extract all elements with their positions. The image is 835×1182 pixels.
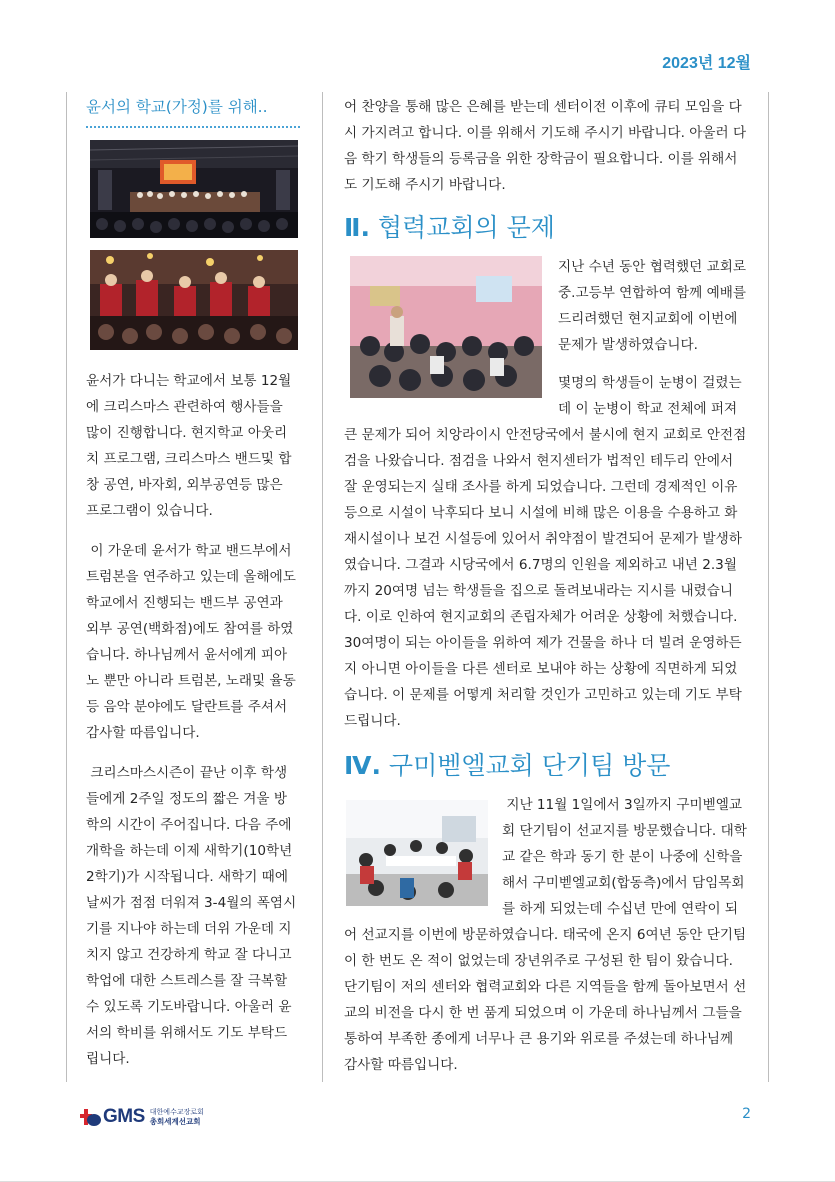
- left-margin-rule: [66, 92, 67, 1082]
- right-column: [344, 94, 750, 1078]
- right-margin-rule: [768, 92, 769, 1082]
- column-divider: [322, 92, 323, 1082]
- section-2-body: [344, 254, 750, 734]
- left-column: [86, 96, 300, 1072]
- issue-date: 2023년 12월: [662, 55, 751, 72]
- section-2-paragraph-1: 지난 수년 동안 협력했던 교회로 중.고등부 연합하여 함께 예배를 드리려했던 현지교회에 이번에 문제가 발생하였습니다.: [558, 259, 746, 353]
- org-name-line-2: 총회세계선교회: [149, 1117, 201, 1126]
- left-paragraph-2: 이 가운데 윤서가 학교 밴드부에서 트럼본을 연주하고 있는데 올해에도 학교에서 진행되는 밴드부 공연과 외부 공연(백화점)에도 참여를 하였습니다. 하나님께서 윤서에게 피아노 뿐만 아니라 트럼본, 노래및 율동등 음악 분야에도 달란트를 주셔서 감사할 따름입니다.: [86, 543, 301, 741]
- left-paragraph-3: 크리스마스시즌이 끝난 이후 학생들에게 2주일 정도의 짧은 겨울 방학의 시간이 주어집니다. 다음 주에 개학을 하는데 이제 새학기(10학년 2학기)가 시작됩니다. 새학기 때에 날씨가 점점 더워져 3-4월의 폭염시기를 지나야 하는데 더위 가운데 지치지 않고 건강하게 학교 잘 다니고 학업에 대한 스트레스를 잘 극복할 수 있도록 기도바랍니다. 아울러 윤서의 학비를 위해서도 기도 부탁드립니다.: [86, 765, 297, 1067]
- section-2-title: 협력교회의 문제: [369, 213, 555, 242]
- section-4-body: [344, 792, 750, 1078]
- section-2-heading: [344, 210, 750, 246]
- dotted-divider: [86, 126, 300, 128]
- band-performance-photo: [90, 250, 298, 350]
- concert-stage-photo: [90, 140, 298, 238]
- left-section-title: 윤서의 학교(가정)를 위해..: [86, 98, 268, 116]
- section-4-title: 구미벧엘교회 단기팀 방문: [380, 751, 671, 780]
- section-4-paragraph: 지난 11월 1일에서 3일까지 구미벧엘교회 단기팀이 선교지를 방문했습니다. 대학교 같은 학과 동기 한 분이 나중에 신학을 해서 구미벧엘교회(합동측)에서 담임목회를 하게 되었는데 수십년 만에 연락이 되어 선교지를 이번에 방문하였습니다. 태국에 온지 6여년 동안 단기팀이 한 번도 온 적이 없었는데 장년위주로 구성된 한 팀이 왔습니다. 단기팀이 저의 센터와 협력교회와 다른 지역들을 함께 돌아보면서 선교의 비전을 다시 한 번 품게 되었으며 이 가운데 하나님께서 그들을 통하여 부족한 종에게 너무나 큰 용기와 위로를 주셨는데 하나님께 감사할 따름입니다.: [344, 797, 747, 1073]
- church-gathering-photo: [350, 256, 542, 398]
- section-4-heading: [344, 748, 750, 784]
- gms-logo: [80, 1106, 204, 1128]
- section-2-numeral: Ⅱ.: [344, 213, 370, 242]
- left-paragraph-1: 윤서가 다니는 학교에서 보통 12월에 크리스마스 관련하여 행사들을 많이 진행합니다. 현지학교 아웃리치 프로그램, 크리스마스 밴드및 합창 공연, 바자회, 외부공연등 많은 프로그램이 있습니다.: [86, 373, 292, 519]
- section-2-paragraph-2: 몇명의 학생들이 눈병이 걸렸는데 이 눈병이 학교 전체에 퍼져 큰 문제가 되어 치앙라이시 안전당국에서 불시에 현지 교회로 안전점검을 나왔습니다. 점검을 나와서 현지센터가 법적인 테두리 안에서 잘 운영되는지 실태 조사를 하게 되었습니다. 그런데 경제적인 이유 등으로 시설이 낙후되다 보니 시설에 비해 많은 이용을 수용하고 화재시설이나 보건 시설등에 있어서 취약점이 발견되어 문제가 발생하였습니다. 그결과 시당국에서 6.7명의 인원을 제외하고 내년 2.3월까지 20여명 넘는 학생들을 집으로 돌려보내라는 지시를 내렸습니다. 이로 인하여 현지교회의 존립자체가 어려운 상황에 처했습니다. 30여명이 되는 아이들을 위하여 제가 건물을 하나 더 빌려 운영하든지 아니면 아이들을 다른 센터로 보내야 하는 상황에 직면하게 되었습니다. 이 문제를 어떻게 처리할 것인가 고민하고 있는데 기도 부탁드립니다.: [344, 375, 747, 729]
- org-name-line-1: 대한예수교장로회: [149, 1108, 204, 1116]
- gms-logo-text: GMS: [103, 1106, 145, 1127]
- section-4-numeral: Ⅳ.: [344, 751, 381, 780]
- short-term-team-photo: [346, 800, 488, 906]
- page-number: 2: [742, 1106, 751, 1122]
- right-intro-paragraph: 어 찬양을 통해 많은 은혜를 받는데 센터이전 이후에 큐티 모임을 다시 가지려고 합니다. 이를 위해서 기도해 주시기 바랍니다. 아울러 다음 학기 학생들의 등록금을 위한 장학금이 필요합니다. 이를 위해서도 기도해 주시기 바랍니다.: [344, 99, 747, 193]
- gms-cross-emblem-icon: [80, 1106, 102, 1128]
